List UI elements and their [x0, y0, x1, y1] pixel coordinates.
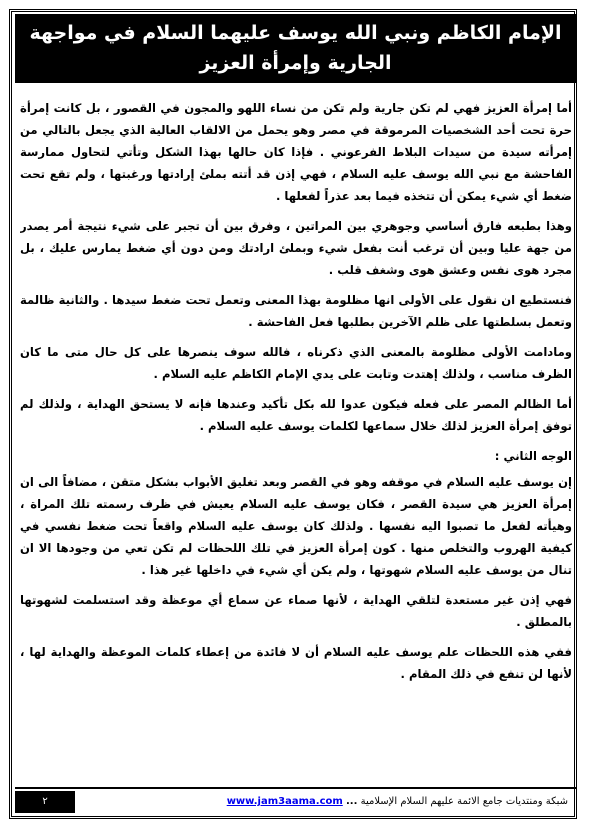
paragraph-8: ففي هذه اللحظات علم يوسف عليه السلام أن لا فائدة من إعطاء كلمات الموعظة والهداية لها ، لأنها لن تنفع في ذلك المقام .	[20, 645, 572, 681]
footer-site-name: شبكة ومنتديات جامع الائمة عليهم السلام الإسلامية	[360, 796, 568, 807]
title-line-1: الإمام الكاظم ونبي الله يوسف عليهما السلام في مواجهة	[29, 22, 562, 44]
footer-url-link[interactable]: www.jam3aama.com	[226, 796, 343, 807]
paragraph-7: فهي إذن غير مستعدة لتلقي الهداية ، لأنها صماء عن سماع أي موعظة وقد استسلمت لشهوتها بالمطلق .	[20, 593, 572, 629]
paragraph-5: أما الظالم المصر على فعله فيكون عدوا لله بكل تأكيد وعندها فإنه لا يستحق الهداية ، ولذلك لم توفق إمرأة العزيز لذلك خلال سماعها لكلمات يوسف عليه السلام .	[20, 397, 572, 433]
footer-credit	[227, 791, 568, 813]
title-banner	[15, 14, 576, 83]
paragraph-6: إن يوسف عليه السلام في موقفه وهو في القصر وبعد تغليق الأبواب بشكل متقن ، مضافاً الى ان إمرأة العزيز هي سيدة القصر ، فكان يوسف عليه السلام يعيش في ظرف رسمته تلك المراة ، وهيأته لفعل ما تصبوا اليه نفسها . ولذلك كان يوسف عليه السلام واقعاً تحت ضغط نفسي في كيفية الهروب والتخلص منها . كون إمرأة العزيز في تلك اللحظات لم تكن تعي من وجودها الا ان تنال من يوسف عليه السلام شهوتها ، ولم يكن أي شيء في داخلها غير هذا .	[20, 475, 572, 577]
footer-dots: ...	[345, 796, 358, 807]
paragraph-2: وهذا بطبعه فارق أساسي وجوهري بين المراتين ، وفرق بين أن تجبر على شيء نتيجة أمر يصدر من جهة عليا وبين أن ترغب أنت بفعل شيء وبملئ ارادتك ومن دون أي ضغط يمارس عليك ، بل مجرد هوى نفس وعشق هوى وشغف قلب .	[20, 219, 572, 277]
article-body	[20, 97, 572, 777]
paragraph-1: أما إمرأة العزيز فهي لم تكن جارية ولم تكن من نساء اللهو والمجون في القصور ، بل كانت إمرأة حرة تحت أحد الشخصيات المرموقة في مصر وهو يحمل من الالقاب العالية الذي يجعل بالتالي من إمرأته سيدة من سيدات البلاط الفرعوني . فإذا كان حالها بهذا الشكل وتأتي لتحاول ممارسة الفاحشة مع نبي الله يوسف عليه السلام ، فهي إذن قد أتته بملئ إرادتها ورغبتها ، ولم تقع تحت ضغط أي شيء يمكن أن تتخذه فيما بعد عذراً لفعلها .	[20, 101, 572, 203]
paragraph-4: ومادامت الأولى مظلومة بالمعنى الذي ذكرناه ، فالله سوف ينصرها على كل حال متى ما كان الظرف مناسب ، ولذلك إهتدت وتابت على يدي الإمام الكاظم عليه السلام .	[20, 345, 572, 381]
section-heading: الوجه الثاني :	[494, 449, 572, 463]
footer-divider	[15, 787, 576, 789]
page-number: ٢	[15, 791, 75, 813]
title-line-2: الجارية وإمرأة العزيز	[199, 52, 392, 74]
page-footer	[15, 791, 576, 813]
paragraph-3: فنستطيع ان نقول على الأولى انها مظلومة بهذا المعنى وتعمل تحت ضغط سيدها . والثانية ظالمة وتعمل بسلطتها على ظلم الآخرين بطلبها فعل الفاحشة .	[20, 293, 572, 329]
